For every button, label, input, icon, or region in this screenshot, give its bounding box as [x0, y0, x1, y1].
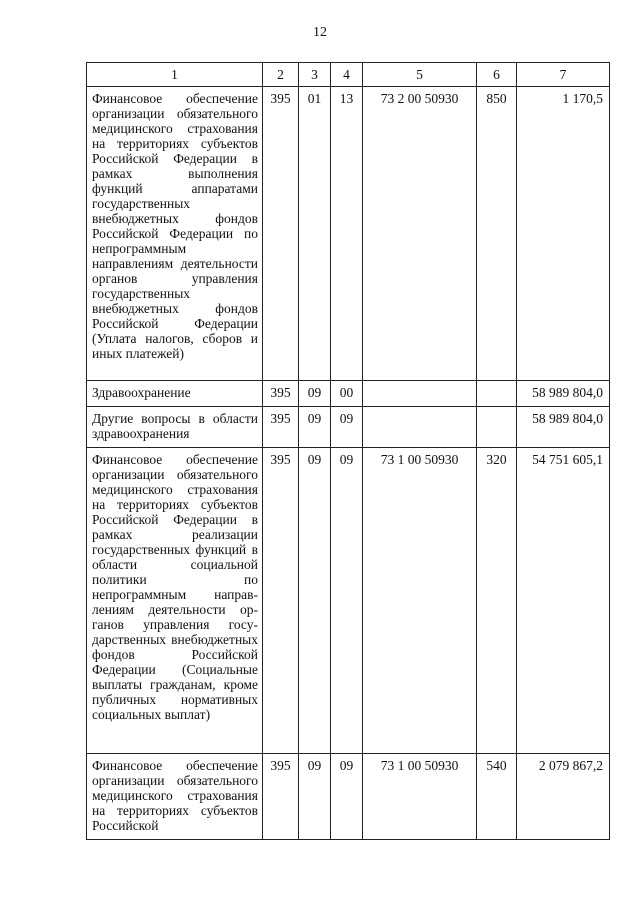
column-header: 6	[477, 63, 517, 87]
section-code: 09	[299, 448, 331, 754]
expense-type-code: 320	[477, 448, 517, 754]
table-row	[87, 87, 610, 381]
expense-name: Здравоохранение	[87, 381, 263, 407]
ministry-code: 395	[263, 754, 299, 840]
section-code: 09	[299, 407, 331, 448]
target-code: 73 1 00 50930	[363, 448, 477, 754]
table-row	[87, 754, 610, 840]
ministry-code: 395	[263, 407, 299, 448]
amount: 58 989 804,0	[517, 407, 610, 448]
section-code: 09	[299, 381, 331, 407]
table-row	[87, 448, 610, 754]
column-header: 3	[299, 63, 331, 87]
subsection-code: 13	[331, 87, 363, 381]
expense-type-code	[477, 381, 517, 407]
amount: 2 079 867,2	[517, 754, 610, 840]
subsection-code: 09	[331, 407, 363, 448]
expense-type-code	[477, 407, 517, 448]
column-header: 1	[87, 63, 263, 87]
budget-table	[86, 62, 610, 840]
expense-type-code: 540	[477, 754, 517, 840]
expense-name: Другие вопросы в области здравоохранения	[87, 407, 263, 448]
column-header: 2	[263, 63, 299, 87]
ministry-code: 395	[263, 87, 299, 381]
table-row	[87, 407, 610, 448]
expense-name: Финансовое обеспечение организации обязательного медицинского страхования на территориях субъектов Российской Федерации в рамках реализации государственных функций в области социальной политики по непрограммным направлениям деятельности органов управления государственных внебюджетных фондов Российской Федерации (Социальные выплаты гражданам, кроме публичных нормативных социальных выплат)	[87, 448, 263, 754]
subsection-code: 09	[331, 448, 363, 754]
table-header-row	[87, 63, 610, 87]
amount: 1 170,5	[517, 87, 610, 381]
column-header: 5	[363, 63, 477, 87]
amount: 54 751 605,1	[517, 448, 610, 754]
ministry-code: 395	[263, 381, 299, 407]
subsection-code: 09	[331, 754, 363, 840]
section-code: 01	[299, 87, 331, 381]
page-number: 12	[313, 25, 327, 40]
ministry-code: 395	[263, 448, 299, 754]
column-header: 4	[331, 63, 363, 87]
target-code	[363, 407, 477, 448]
column-header: 7	[517, 63, 610, 87]
target-code: 73 1 00 50930	[363, 754, 477, 840]
target-code	[363, 381, 477, 407]
expense-name: Финансовое обеспечение организации обязательного медицинского страхования на территориях субъектов Российской Федерации в рамках выполнения функций аппаратами государственных внебюджетных фондов Российской Федерации по непрограммным направлениям деятельности органов управления государственных внебюджетных фондов Российской Федерации (Уплата налогов, сборов и иных платежей)	[87, 87, 263, 381]
amount: 58 989 804,0	[517, 381, 610, 407]
table-row	[87, 381, 610, 407]
subsection-code: 00	[331, 381, 363, 407]
target-code: 73 2 00 50930	[363, 87, 477, 381]
expense-name: Финансовое обеспечение организации обязательного медицинского страхования на территориях субъектов Российской	[87, 754, 263, 840]
section-code: 09	[299, 754, 331, 840]
expense-type-code: 850	[477, 87, 517, 381]
